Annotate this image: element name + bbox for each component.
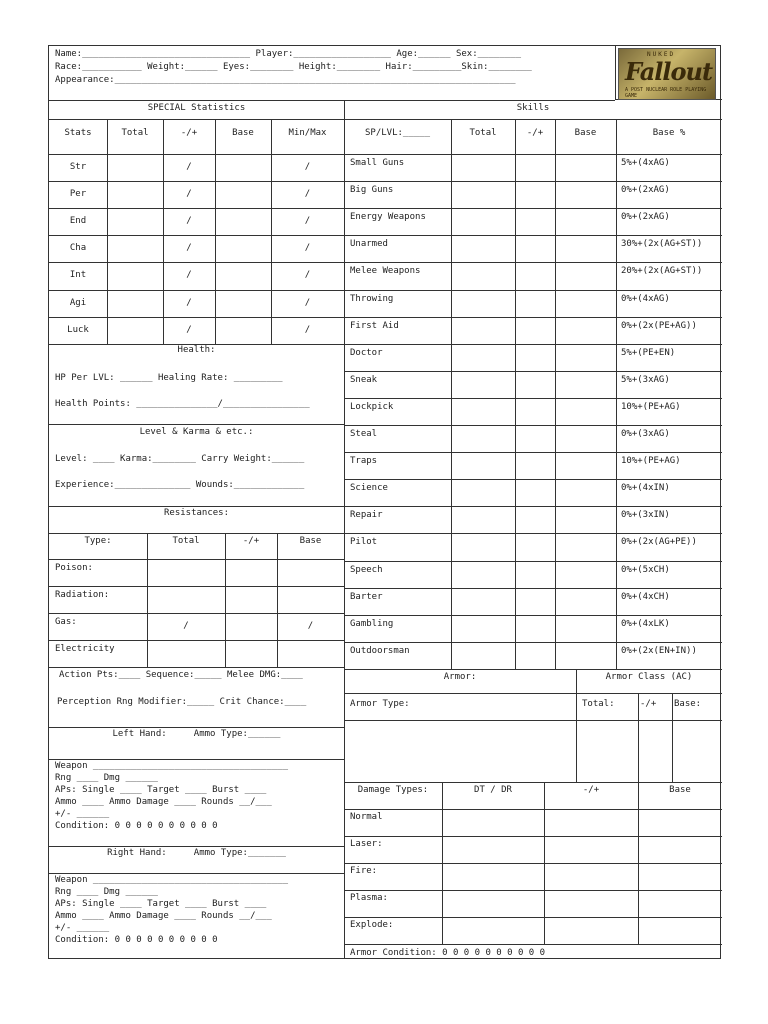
skill-row-rule xyxy=(344,398,722,399)
skill-name: Gambling xyxy=(350,618,394,629)
damage-col-header: DT / DR xyxy=(474,784,512,795)
special-col-header: Min/Max xyxy=(288,128,327,138)
skill-name: Repair xyxy=(350,510,383,521)
skill-row-rule xyxy=(344,506,722,507)
skill-name: Small Guns xyxy=(350,158,405,168)
health-title: Health: xyxy=(177,345,216,355)
armor-ac-mod: -/+ xyxy=(640,698,657,709)
special-row-rule xyxy=(49,317,344,318)
damage-row-rule xyxy=(344,863,722,864)
fallout-logo xyxy=(618,48,716,100)
level-line-1: Level: ____ Karma:________ Carry Weight:______ xyxy=(55,454,305,464)
damage-col-divider xyxy=(638,782,639,944)
header-line-race: Race:___________ Weight:______ Eyes:________ Height:________ Hair:_________Skin:________ xyxy=(55,62,532,72)
skill-row-rule xyxy=(344,588,722,589)
header-section xyxy=(49,46,615,101)
armor-ac-base: Base: xyxy=(674,698,702,709)
special-stat-label: Str xyxy=(69,162,87,172)
header-line-appearance: Appearance:__________________________________________________________________________ xyxy=(55,75,516,85)
special-total-slash: / xyxy=(186,162,192,172)
resistance-row-rule xyxy=(49,613,344,614)
skill-name: Outdoorsman xyxy=(350,645,410,656)
resistance-slash: / xyxy=(183,621,189,631)
logo-title: Fallout xyxy=(625,57,713,86)
special-col-header: Total xyxy=(121,128,149,138)
special-row-rule xyxy=(49,290,344,291)
damage-row-label: Fire: xyxy=(350,865,378,876)
special-total-slash: / xyxy=(186,297,192,308)
special-col-divider xyxy=(107,119,108,344)
skills-col-divider xyxy=(515,119,516,669)
right-hand-line: APs: Single ____ Target ____ Burst ____ xyxy=(55,898,267,909)
skill-row-rule xyxy=(344,181,722,182)
skill-base-formula: 10%+(PE+AG) xyxy=(621,456,681,467)
skill-name: Speech xyxy=(350,564,383,575)
level-rule xyxy=(49,506,344,507)
skill-base-formula: 30%+(2x(AG+ST)) xyxy=(621,239,703,250)
armor-title: Armor: xyxy=(443,671,477,682)
resistances-title-rule xyxy=(49,533,344,534)
armor-ac-divider xyxy=(638,693,639,782)
right-hand-title: Right Hand: Ammo Type:_______ xyxy=(107,848,286,858)
special-stat-label: End xyxy=(69,216,87,227)
right-hand-line: Weapon ____________________________________ xyxy=(55,875,288,885)
right-hand-line: +/- ______ xyxy=(55,922,110,933)
skills-title-rule xyxy=(344,119,722,120)
skill-base-formula: 20%+(2x(AG+ST)) xyxy=(621,266,703,277)
resistance-col-divider xyxy=(225,533,226,667)
skill-base-formula: 0%+(2xAG) xyxy=(621,212,670,223)
special-col-divider xyxy=(271,119,272,344)
logo-box xyxy=(615,46,722,100)
resistance-row-label: Poison: xyxy=(55,563,93,573)
special-header-rule xyxy=(49,154,344,155)
special-title: SPECIAL Statistics xyxy=(147,103,246,113)
damage-row-rule xyxy=(344,836,722,837)
resistance-row-rule xyxy=(49,667,344,668)
health-line-1: HP Per LVL: ______ Healing Rate: _________ xyxy=(55,373,283,383)
left-hand-line: APs: Single ____ Target ____ Burst ____ xyxy=(55,784,267,795)
skills-col-header: Base xyxy=(574,128,597,138)
special-title-rule xyxy=(49,119,344,120)
skill-row-rule xyxy=(344,452,722,453)
special-row-rule xyxy=(49,262,344,263)
skills-col-header: SP/LVL:_____ xyxy=(364,128,431,138)
right-hand-title-rule xyxy=(49,873,344,874)
special-row-rule xyxy=(49,208,344,209)
skill-base-formula: 0%+(4xIN) xyxy=(621,483,670,494)
armor-ac-total: Total: xyxy=(582,698,615,709)
special-minmax-slash: / xyxy=(304,243,311,254)
left-hand-rule xyxy=(49,846,344,847)
skill-row-rule xyxy=(344,479,722,480)
right-hand-line: Rng ____ Dmg ______ xyxy=(55,886,158,897)
armor-title-rule xyxy=(344,693,722,694)
skills-col-divider xyxy=(451,119,452,669)
skills-header-rule xyxy=(344,154,722,155)
skill-name: Pilot xyxy=(350,537,378,548)
skill-base-formula: 0%+(2x(EN+IN)) xyxy=(621,645,697,656)
special-minmax-slash: / xyxy=(304,297,311,308)
left-hand-line: Condition: 0 0 0 0 0 0 0 0 0 0 xyxy=(55,820,218,831)
skill-name: Throwing xyxy=(350,293,394,304)
skill-name: Energy Weapons xyxy=(350,212,426,223)
skill-name: Sneak xyxy=(350,374,378,385)
skill-base-formula: 0%+(5xCH) xyxy=(621,564,670,575)
special-minmax-slash: / xyxy=(304,270,311,281)
damage-row-label: Normal xyxy=(350,811,383,822)
skill-base-formula: 0%+(3xAG) xyxy=(621,429,670,439)
left-hand-line: Ammo ____ Ammo Damage ____ Rounds __/___ xyxy=(55,796,272,807)
resistance-row-rule xyxy=(49,586,344,587)
special-row-rule xyxy=(49,235,344,236)
skill-row-rule xyxy=(344,208,722,209)
armor-condition: Armor Condition: 0 0 0 0 0 0 0 0 0 0 xyxy=(350,947,546,958)
damage-row-rule xyxy=(344,944,722,945)
skill-name: Barter xyxy=(350,591,383,602)
special-total-slash: / xyxy=(186,243,192,254)
damage-col-divider xyxy=(442,782,443,944)
skill-base-formula: 0%+(2x(AG+PE)) xyxy=(621,537,697,548)
skill-name: Lockpick xyxy=(350,401,394,412)
armor-rule xyxy=(344,782,722,783)
special-total-slash: / xyxy=(186,270,192,281)
damage-col-header: Base xyxy=(669,784,691,795)
left-hand-line: Rng ____ Dmg ______ xyxy=(55,772,158,783)
left-hand-title-rule xyxy=(49,759,344,760)
skill-base-formula: 0%+(3xIN) xyxy=(621,510,670,521)
skill-base-formula: 5%+(3xAG) xyxy=(621,374,670,385)
skills-col-header: -/+ xyxy=(526,128,544,138)
resistance-row-label: Electricity xyxy=(55,644,115,654)
damage-row-rule xyxy=(344,890,722,891)
skill-row-rule xyxy=(344,642,722,643)
special-total-slash: / xyxy=(186,216,192,227)
skills-title: Skills xyxy=(516,103,550,113)
resistance-col-header: Base xyxy=(299,536,322,546)
skill-name: First Aid xyxy=(350,320,399,331)
skill-row-rule xyxy=(344,533,722,534)
skill-name: Big Guns xyxy=(350,185,394,196)
skill-row-rule xyxy=(344,425,722,426)
skill-name: Doctor xyxy=(350,347,383,358)
resistances-header-rule xyxy=(49,559,344,560)
armor-type-label: Armor Type: xyxy=(350,698,410,709)
special-row-rule xyxy=(49,181,344,182)
skills-col-header: Total xyxy=(469,128,497,138)
resistance-col-divider xyxy=(147,533,148,667)
combat-line-1: Action Pts:____ Sequence:_____ Melee DMG:____ xyxy=(59,670,303,680)
special-minmax-slash: / xyxy=(304,162,311,172)
damage-row-rule xyxy=(344,917,722,918)
character-sheet xyxy=(48,45,721,959)
skill-base-formula: 0%+(4xCH) xyxy=(621,591,670,602)
special-stat-label: Int xyxy=(69,270,87,281)
skills-col-divider xyxy=(555,119,556,669)
damage-col-header: Damage Types: xyxy=(357,784,429,795)
resistance-slash: / xyxy=(307,621,314,631)
health-line-2: Health Points: _______________/________________ xyxy=(55,399,310,409)
skill-name: Traps xyxy=(350,456,378,467)
special-stat-label: Luck xyxy=(67,324,89,335)
special-total-slash: / xyxy=(186,189,192,200)
combat-rule xyxy=(49,727,344,728)
skill-base-formula: 0%+(2x(PE+AG)) xyxy=(621,320,697,331)
level-title: Level & Karma & etc.: xyxy=(139,427,254,437)
skill-name: Melee Weapons xyxy=(350,266,421,277)
left-hand-title: Left Hand: Ammo Type:______ xyxy=(112,729,281,739)
resistance-row-label: Gas: xyxy=(55,617,77,627)
special-total-slash: / xyxy=(186,324,192,335)
skill-name: Unarmed xyxy=(350,239,388,250)
special-col-header: -/+ xyxy=(180,128,198,138)
armor-type-rule xyxy=(344,720,722,721)
skill-base-formula: 0%+(4xLK) xyxy=(621,618,670,629)
special-stat-label: Cha xyxy=(69,243,87,254)
skill-row-rule xyxy=(344,615,722,616)
damage-header-rule xyxy=(344,809,722,810)
skill-row-rule xyxy=(344,371,722,372)
skill-row-rule xyxy=(344,344,722,345)
skills-col-header: Base % xyxy=(652,128,686,138)
special-minmax-slash: / xyxy=(304,324,311,335)
right-hand-line: Ammo ____ Ammo Damage ____ Rounds __/___ xyxy=(55,910,272,921)
armor-divider xyxy=(576,669,577,782)
skill-name: Science xyxy=(350,483,388,494)
skill-base-formula: 10%+(PE+AG) xyxy=(621,401,681,412)
logo-subtitle: A POST NUCLEAR ROLE PLAYING GAME xyxy=(625,87,707,99)
damage-row-label: Laser: xyxy=(350,838,383,849)
special-stat-label: Agi xyxy=(69,297,87,308)
skill-row-rule xyxy=(344,317,722,318)
damage-row-label: Explode: xyxy=(350,919,394,930)
damage-col-header: -/+ xyxy=(582,784,600,795)
special-col-divider xyxy=(215,119,216,344)
damage-row-label: Plasma: xyxy=(350,892,388,903)
skill-base-formula: 0%+(2xAG) xyxy=(621,185,670,196)
special-stat-label: Per xyxy=(69,189,87,200)
special-col-divider xyxy=(163,119,164,344)
health-rule xyxy=(49,424,344,425)
skills-col-divider xyxy=(616,119,617,669)
resistance-col-header: Type: xyxy=(84,536,112,546)
skill-name: Steal xyxy=(350,429,378,439)
resistance-col-header: Total xyxy=(172,536,200,546)
left-hand-line: +/- ______ xyxy=(55,808,110,819)
skill-row-rule xyxy=(344,669,722,670)
skill-row-rule xyxy=(344,290,722,291)
skill-row-rule xyxy=(344,235,722,236)
armor-ac-divider xyxy=(672,693,673,782)
special-col-header: Base xyxy=(232,128,254,138)
resistance-row-rule xyxy=(49,640,344,641)
special-minmax-slash: / xyxy=(304,216,311,227)
special-minmax-slash: / xyxy=(304,189,311,200)
skill-row-rule xyxy=(344,561,722,562)
level-line-2: Experience:______________ Wounds:_____________ xyxy=(55,480,305,490)
main-divider xyxy=(344,100,345,959)
combat-line-2: Perception Rng Modifier:_____ Crit Chance:____ xyxy=(57,697,307,707)
resistances-title: Resistances: xyxy=(163,508,230,518)
damage-col-divider xyxy=(544,782,545,944)
skill-base-formula: 5%+(4xAG) xyxy=(621,158,670,168)
skill-base-formula: 5%+(PE+EN) xyxy=(621,347,676,358)
armor-class-title: Armor Class (AC) xyxy=(605,671,693,682)
right-hand-line: Condition: 0 0 0 0 0 0 0 0 0 0 xyxy=(55,934,218,945)
header-line-name: Name:_______________________________ Player:__________________ Age:______ Sex:________ xyxy=(55,49,521,59)
resistance-col-header: -/+ xyxy=(242,536,260,546)
resistance-col-divider xyxy=(277,533,278,667)
left-hand-line: Weapon ____________________________________ xyxy=(55,761,288,771)
special-col-header: Stats xyxy=(64,128,92,138)
logo-top-text: NUKED xyxy=(647,51,676,58)
resistance-row-label: Radiation: xyxy=(55,590,110,600)
skill-row-rule xyxy=(344,262,722,263)
skill-base-formula: 0%+(4xAG) xyxy=(621,293,670,304)
